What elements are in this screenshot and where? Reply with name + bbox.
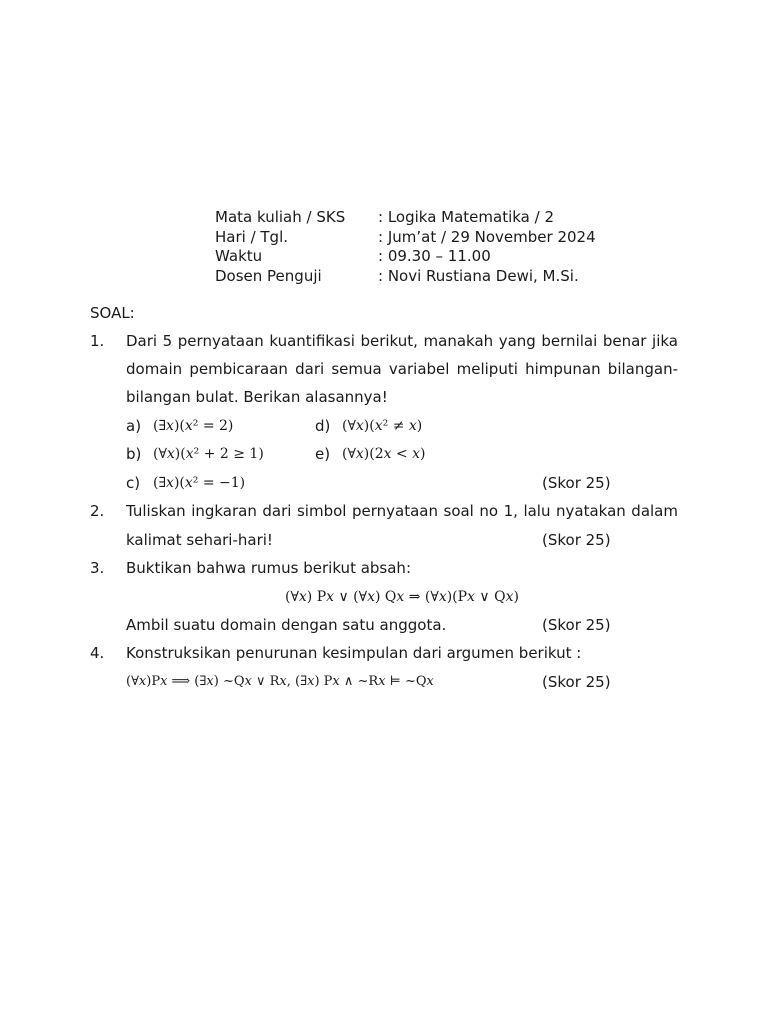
- option-label: c): [126, 474, 141, 492]
- score-label: (Skor 25): [542, 616, 611, 634]
- formula: (∀𝑥) P𝑥 ∨ (∀𝑥) Q𝑥 ⇒ (∀𝑥)(P𝑥 ∨ Q𝑥): [285, 589, 519, 605]
- question-text-line: Tuliskan ingkaran dari simbol pernyataan soal no 1, lalu nyatakan dalam: [126, 502, 678, 520]
- score-label: (Skor 25): [542, 474, 611, 492]
- question-text-line: bilangan bulat. Berikan alasannya!: [126, 388, 388, 406]
- header-label: Dosen Penguji: [215, 266, 322, 285]
- question-note: Ambil suatu domain dengan satu anggota.: [126, 616, 447, 634]
- header-value: : 09.30 – 11.00: [378, 247, 491, 265]
- question-text-line: domain pembicaraan dari semua variabel meliputi himpunan bilangan-: [126, 360, 678, 378]
- option-expression: (∀𝑥)(𝑥² ≠ 𝑥): [342, 418, 423, 434]
- option-label: e): [315, 445, 331, 463]
- question-text-line: kalimat sehari-hari!: [126, 531, 273, 549]
- option-label: a): [126, 417, 142, 435]
- question-number: 4.: [90, 644, 105, 662]
- option-label: d): [315, 417, 331, 435]
- formula: (∀𝑥)P𝑥 ⟹ (∃𝑥) ~Q𝑥 ∨ R𝑥, (∃𝑥) P𝑥 ∧ ~R𝑥 ⊨ ~Q𝑥: [126, 674, 434, 689]
- question-text-line: Dari 5 pernyataan kuantifikasi berikut, manakah yang bernilai benar jika: [126, 332, 678, 350]
- header-label: Hari / Tgl.: [215, 227, 289, 246]
- score-label: (Skor 25): [542, 673, 611, 691]
- question-text-line: Konstruksikan penurunan kesimpulan dari argumen berikut :: [126, 644, 582, 662]
- option-expression: (∃𝑥)(𝑥² = 2): [153, 418, 234, 434]
- header-label: Waktu: [215, 247, 263, 265]
- score-label: (Skor 25): [542, 531, 611, 549]
- question-number: 2.: [90, 502, 105, 520]
- soal-title: SOAL:: [90, 304, 135, 322]
- header-label: Mata kuliah / SKS: [215, 208, 346, 226]
- option-expression: (∀𝑥)(𝑥² + 2 ≥ 1): [153, 446, 264, 462]
- question-text-line: Buktikan bahwa rumus berikut absah:: [126, 559, 411, 577]
- option-expression: (∀𝑥)(2𝑥 < 𝑥): [342, 446, 426, 462]
- question-number: 3.: [90, 559, 105, 577]
- header-value: : Logika Matematika / 2: [378, 208, 555, 226]
- header-value: : Jum’at / 29 November 2024: [378, 227, 596, 246]
- option-expression: (∃𝑥)(𝑥² = −1): [153, 475, 246, 491]
- option-label: b): [126, 445, 142, 463]
- header-value: : Novi Rustiana Dewi, M.Si.: [378, 266, 579, 285]
- question-number: 1.: [90, 332, 105, 350]
